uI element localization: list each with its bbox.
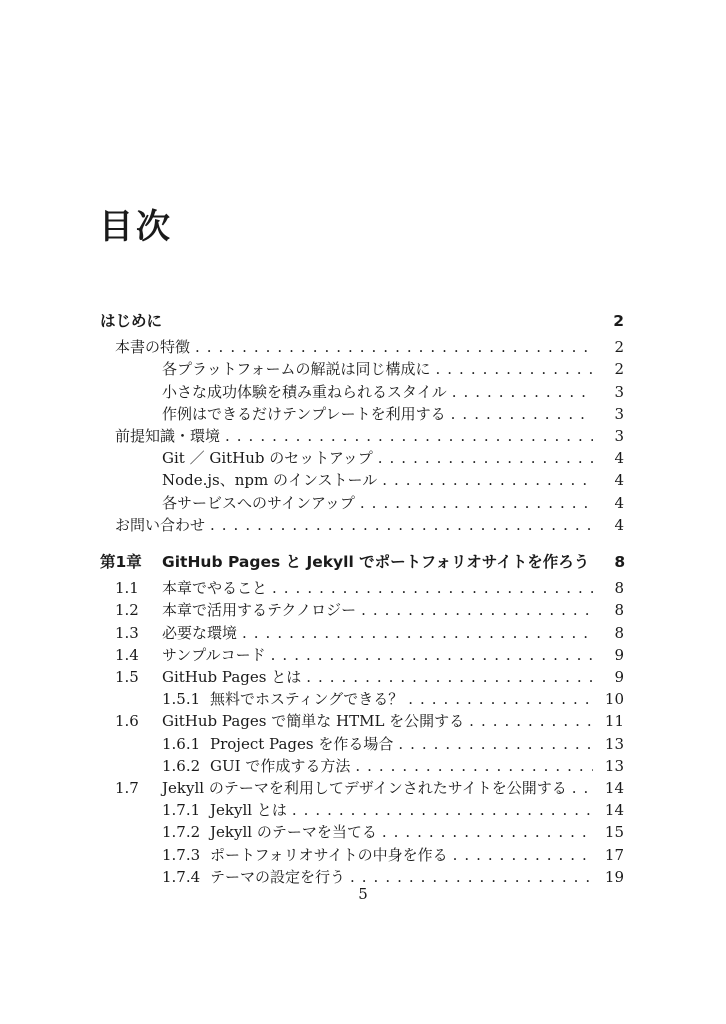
toc-entry-leader [210,514,593,536]
toc-entry-title: 作例はできるだけテンプレートを利用する [162,404,446,423]
toc-entry-title: ポートフォリオサイトの中身を作る [210,845,448,864]
toc-entry-title: GUI で作成する方法 [210,756,351,775]
toc-entry-page: 4 [614,493,624,512]
toc-entry-leader [271,644,593,666]
toc-entry-leader [242,622,593,644]
toc-entry-page: 8 [614,553,626,572]
toc-entry-title: 本章で活用するテクノロジー [162,601,357,620]
toc-entry [100,403,624,425]
toc-entry [100,447,624,469]
toc-entry-leader [453,844,593,866]
toc-entry [100,821,624,843]
toc-entry-page: 3 [614,427,624,446]
toc-entry-leader [378,447,593,469]
toc-entry-title: お問い合わせ [115,515,206,534]
toc-entry-title: Jekyll とは [210,801,287,820]
toc-entry-title: 本書の特徴 [115,338,191,357]
toc-entry-leader [360,492,593,514]
toc-entry [100,358,624,380]
toc-list [100,310,624,888]
toc-entry-page: 3 [614,404,624,423]
toc-entry-leader [451,403,593,425]
toc-entry-title: テーマの設定を行う [210,867,346,886]
toc-entry-title: GitHub Pages と Jekyll でポートフォリオサイトを作ろう [162,553,590,572]
toc-entry-title: GitHub Pages で簡単な HTML を公開する [162,712,465,731]
toc-entry-leader [398,733,593,755]
toc-entry-page: 8 [614,601,624,620]
toc-entry-number: 1.7.4 [162,867,201,886]
toc-entry [100,425,624,447]
toc-entry-page: 13 [604,734,624,753]
toc-entry-page: 9 [614,668,624,687]
toc-entry [100,622,624,644]
toc-entry-title: Jekyll のテーマを当てる [210,823,377,842]
toc-entry-leader [382,821,593,843]
toc-entry-title: 小さな成功体験を積み重ねられるスタイル [162,382,447,401]
toc-entry-leader [292,799,593,821]
toc-entry-title: Project Pages を作る場合 [210,734,394,753]
toc-entry-title: 無料でホスティングできる？ [210,690,404,709]
toc-entry-leader [436,358,593,380]
toc-entry [100,844,624,866]
toc-entry-page: 14 [604,779,624,798]
toc-entry-title: 各サービスへのサインアップ [162,493,355,512]
toc-entry-number: 第1章 [100,553,142,572]
toc-entry [100,710,624,732]
toc-entry-leader [361,599,593,621]
toc-entry [100,551,624,573]
toc-entry-number: 1.6.1 [162,734,201,753]
toc-entry-leader [225,425,593,447]
toc-entry-page: 4 [614,449,624,468]
toc-entry [100,381,624,403]
toc-entry [100,310,624,332]
toc-entry-number: 1.3 [115,623,139,642]
toc-entry-leader [572,777,593,799]
toc-entry [100,733,624,755]
toc-entry-title: サンプルコード [162,645,266,664]
toc-entry-title: はじめに [100,312,163,330]
toc-entry-page: 8 [614,579,624,598]
toc-entry-number: 1.7.1 [162,801,201,820]
toc-entry-title: Git ／ GitHub のセットアップ [162,449,373,468]
toc-entry-title: 前提知識・環境 [115,427,221,446]
toc-entry [100,666,624,688]
toc-entry [100,514,624,536]
toc-entry-leader [195,336,593,358]
toc-entry-number: 1.1 [115,579,139,598]
toc-entry-number: 1.7.3 [162,845,201,864]
toc-entry-number: 1.6.2 [162,756,201,775]
page-number: 5 [358,885,368,903]
toc-entry-leader [355,755,593,777]
toc-entry-number: 1.2 [115,601,139,620]
toc-entry-number: 1.7.2 [162,823,201,842]
toc-entry-page: 11 [604,712,624,731]
toc-entry-page: 2 [614,360,624,379]
toc-entry-number: 1.5 [115,668,139,687]
toc-entry [100,755,624,777]
toc-entry [100,777,624,799]
toc-entry [100,469,624,491]
toc-entry-page: 15 [604,823,624,842]
toc-entry-leader [452,381,593,403]
toc-entry-page: 10 [604,690,624,709]
toc-entry-title: 各プラットフォームの解説は同じ構成に [162,360,431,379]
toc-entry-page: 13 [604,756,624,775]
toc-entry-leader [469,710,593,732]
toc-entry-leader [272,577,593,599]
toc-entry-number: 1.6 [115,712,139,731]
toc-entry-title: GitHub Pages とは [162,668,302,687]
toc-entry [100,492,624,514]
page-title: 目次 [99,206,173,247]
toc-entry-number: 1.7 [115,779,139,798]
toc-entry [100,336,624,358]
toc-entry-page: 2 [614,338,624,357]
toc-entry-leader [306,666,593,688]
toc-entry-title: Jekyll のテーマを利用してデザインされたサイトを公開する [162,779,567,798]
toc-entry-page: 19 [604,867,624,886]
toc-entry-page: 14 [604,801,624,820]
toc-entry-page: 2 [613,312,624,330]
toc-entry-title: 本章でやること [162,579,268,598]
toc-entry-page: 4 [614,471,624,490]
toc-entry-number: 1.4 [115,645,139,664]
toc-entry-page: 9 [614,645,624,664]
toc-entry-page: 4 [614,515,624,534]
toc-entry [100,599,624,621]
toc-entry-page: 8 [614,623,624,642]
toc-entry-title: Node.js、npm のインストール [162,471,378,490]
toc-entry-page: 17 [604,845,624,864]
toc-entry-number: 1.5.1 [162,690,201,709]
toc-entry [100,577,624,599]
toc-entry [100,644,624,666]
toc-entry-leader [382,469,593,491]
toc-entry-page: 3 [614,382,624,401]
toc-entry-title: 必要な環境 [162,623,238,642]
toc-entry-leader [408,688,593,710]
toc-entry [100,688,624,710]
toc-entry [100,799,624,821]
